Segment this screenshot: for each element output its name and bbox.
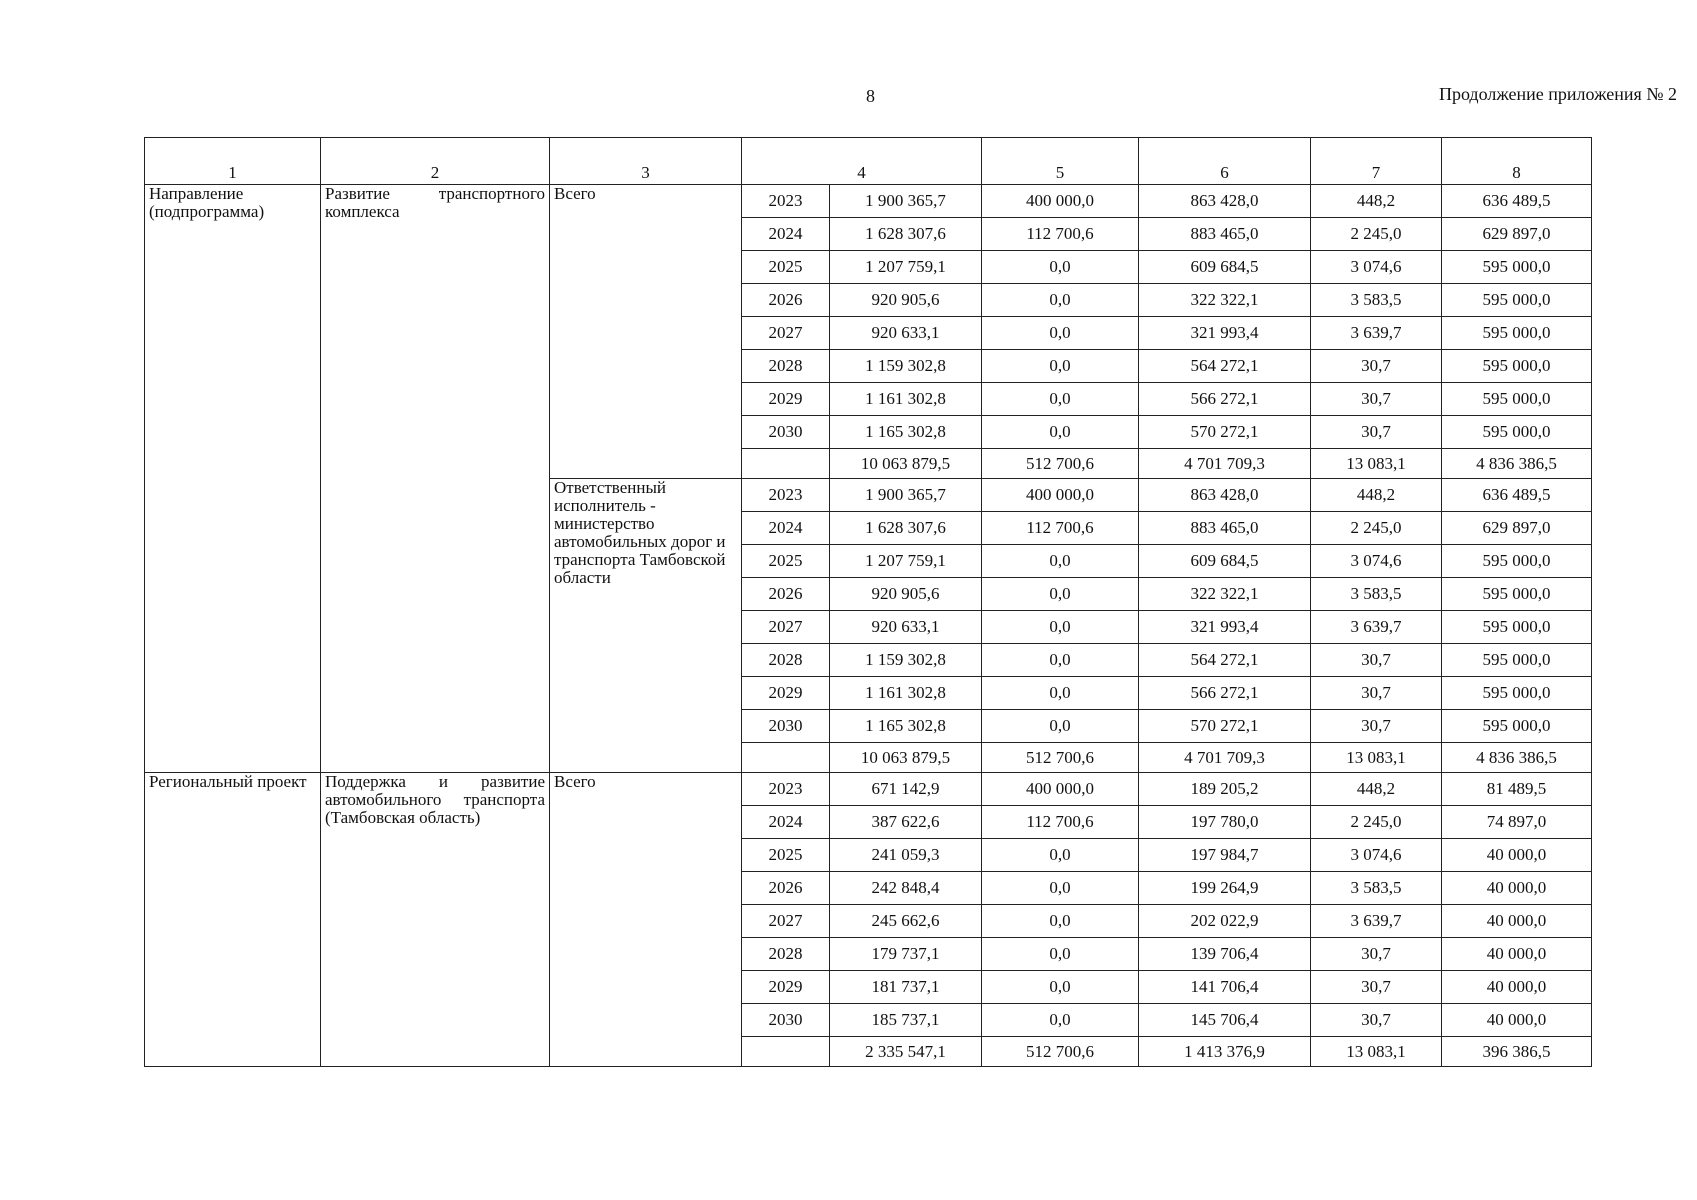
value-cell: 595 000,0 [1442,284,1592,317]
value-cell: 3 583,5 [1311,872,1442,905]
total-value-cell: 512 700,6 [982,449,1139,479]
value-cell: 241 059,3 [830,839,982,872]
year-cell: 2028 [742,644,830,677]
total-year-cell [742,743,830,773]
section-type-label: Региональный проект [145,773,321,1067]
value-cell: 595 000,0 [1442,317,1592,350]
total-value-cell: 10 063 879,5 [830,743,982,773]
value-cell: 0,0 [982,905,1139,938]
value-cell: 595 000,0 [1442,710,1592,743]
value-cell: 30,7 [1311,383,1442,416]
value-cell: 595 000,0 [1442,416,1592,449]
year-cell: 2024 [742,512,830,545]
value-cell: 30,7 [1311,971,1442,1004]
value-cell: 322 322,1 [1139,578,1311,611]
value-cell: 30,7 [1311,938,1442,971]
section-type-label: Направление (подпрограмма) [145,185,321,773]
total-value-cell: 4 701 709,3 [1139,449,1311,479]
value-cell: 448,2 [1311,185,1442,218]
table-row [145,773,1592,806]
value-cell: 671 142,9 [830,773,982,806]
year-cell: 2026 [742,872,830,905]
value-cell: 30,7 [1311,710,1442,743]
total-value-cell: 396 386,5 [1442,1037,1592,1067]
year-cell: 2026 [742,284,830,317]
value-cell: 570 272,1 [1139,416,1311,449]
value-cell: 1 628 307,6 [830,218,982,251]
total-value-cell: 4 701 709,3 [1139,743,1311,773]
year-cell: 2024 [742,218,830,251]
value-cell: 595 000,0 [1442,677,1592,710]
total-value-cell: 512 700,6 [982,1037,1139,1067]
value-cell: 40 000,0 [1442,905,1592,938]
column-header: 6 [1139,138,1311,185]
year-cell: 2024 [742,806,830,839]
total-value-cell: 512 700,6 [982,743,1139,773]
value-cell: 0,0 [982,251,1139,284]
value-cell: 40 000,0 [1442,1004,1592,1037]
executor-label: Всего [550,185,742,479]
value-cell: 322 322,1 [1139,284,1311,317]
value-cell: 0,0 [982,317,1139,350]
value-cell: 0,0 [982,872,1139,905]
year-cell: 2023 [742,773,830,806]
value-cell: 920 633,1 [830,317,982,350]
value-cell: 30,7 [1311,416,1442,449]
value-cell: 81 489,5 [1442,773,1592,806]
value-cell: 564 272,1 [1139,350,1311,383]
value-cell: 30,7 [1311,644,1442,677]
total-value-cell: 13 083,1 [1311,449,1442,479]
year-cell: 2025 [742,839,830,872]
value-cell: 321 993,4 [1139,611,1311,644]
total-value-cell: 10 063 879,5 [830,449,982,479]
value-cell: 112 700,6 [982,806,1139,839]
total-year-cell [742,449,830,479]
value-cell: 3 074,6 [1311,251,1442,284]
value-cell: 1 628 307,6 [830,512,982,545]
value-cell: 0,0 [982,416,1139,449]
value-cell: 0,0 [982,1004,1139,1037]
section-name: Поддержка и развитие автомобильного транспорта (Тамбовская область) [321,773,550,1067]
value-cell: 0,0 [982,839,1139,872]
value-cell: 1 900 365,7 [830,185,982,218]
value-cell: 30,7 [1311,1004,1442,1037]
value-cell: 3 639,7 [1311,611,1442,644]
column-header: 3 [550,138,742,185]
value-cell: 3 074,6 [1311,545,1442,578]
value-cell: 448,2 [1311,479,1442,512]
value-cell: 74 897,0 [1442,806,1592,839]
value-cell: 197 780,0 [1139,806,1311,839]
value-cell: 636 489,5 [1442,479,1592,512]
value-cell: 595 000,0 [1442,350,1592,383]
value-cell: 400 000,0 [982,479,1139,512]
value-cell: 448,2 [1311,773,1442,806]
value-cell: 595 000,0 [1442,383,1592,416]
value-cell: 0,0 [982,938,1139,971]
value-cell: 0,0 [982,677,1139,710]
value-cell: 2 245,0 [1311,806,1442,839]
value-cell: 0,0 [982,350,1139,383]
value-cell: 242 848,4 [830,872,982,905]
value-cell: 566 272,1 [1139,383,1311,416]
value-cell: 2 245,0 [1311,218,1442,251]
value-cell: 3 639,7 [1311,905,1442,938]
value-cell: 387 622,6 [830,806,982,839]
year-cell: 2029 [742,383,830,416]
column-header-row [145,138,1592,185]
value-cell: 40 000,0 [1442,839,1592,872]
year-cell: 2027 [742,611,830,644]
value-cell: 570 272,1 [1139,710,1311,743]
value-cell: 629 897,0 [1442,512,1592,545]
value-cell: 0,0 [982,710,1139,743]
value-cell: 40 000,0 [1442,971,1592,1004]
value-cell: 3 583,5 [1311,284,1442,317]
total-value-cell: 4 836 386,5 [1442,743,1592,773]
value-cell: 141 706,4 [1139,971,1311,1004]
value-cell: 920 633,1 [830,611,982,644]
year-cell: 2030 [742,416,830,449]
column-header: 8 [1442,138,1592,185]
value-cell: 564 272,1 [1139,644,1311,677]
value-cell: 139 706,4 [1139,938,1311,971]
value-cell: 1 159 302,8 [830,350,982,383]
value-cell: 1 900 365,7 [830,479,982,512]
column-header: 4 [742,138,982,185]
value-cell: 321 993,4 [1139,317,1311,350]
value-cell: 883 465,0 [1139,512,1311,545]
year-cell: 2028 [742,938,830,971]
value-cell: 2 245,0 [1311,512,1442,545]
table-row [145,185,1592,218]
value-cell: 0,0 [982,383,1139,416]
value-cell: 245 662,6 [830,905,982,938]
value-cell: 185 737,1 [830,1004,982,1037]
column-header: 1 [145,138,321,185]
year-cell: 2030 [742,710,830,743]
value-cell: 595 000,0 [1442,644,1592,677]
value-cell: 400 000,0 [982,185,1139,218]
value-cell: 189 205,2 [1139,773,1311,806]
value-cell: 3 583,5 [1311,578,1442,611]
value-cell: 0,0 [982,644,1139,677]
executor-label: Ответственный исполнитель - министерство автомобильных дорог и транспорта Тамбовской области [550,479,742,773]
value-cell: 609 684,5 [1139,545,1311,578]
year-cell: 2023 [742,185,830,218]
executor-label: Всего [550,773,742,1067]
value-cell: 609 684,5 [1139,251,1311,284]
value-cell: 595 000,0 [1442,545,1592,578]
value-cell: 0,0 [982,611,1139,644]
value-cell: 1 161 302,8 [830,383,982,416]
total-value-cell: 4 836 386,5 [1442,449,1592,479]
value-cell: 40 000,0 [1442,938,1592,971]
total-value-cell: 13 083,1 [1311,1037,1442,1067]
total-value-cell: 1 413 376,9 [1139,1037,1311,1067]
page-number: 8 [866,86,875,106]
budget-table [144,137,1592,1067]
year-cell: 2030 [742,1004,830,1037]
column-header: 5 [982,138,1139,185]
value-cell: 595 000,0 [1442,578,1592,611]
value-cell: 920 905,6 [830,284,982,317]
column-header: 2 [321,138,550,185]
total-value-cell: 13 083,1 [1311,743,1442,773]
value-cell: 1 165 302,8 [830,710,982,743]
year-cell: 2025 [742,251,830,284]
value-cell: 197 984,7 [1139,839,1311,872]
year-cell: 2029 [742,677,830,710]
value-cell: 595 000,0 [1442,611,1592,644]
value-cell: 202 022,9 [1139,905,1311,938]
value-cell: 595 000,0 [1442,251,1592,284]
value-cell: 179 737,1 [830,938,982,971]
value-cell: 863 428,0 [1139,185,1311,218]
continuation-note: Продолжение приложения № 2 [1438,84,1677,104]
value-cell: 400 000,0 [982,773,1139,806]
value-cell: 3 074,6 [1311,839,1442,872]
value-cell: 30,7 [1311,350,1442,383]
year-cell: 2026 [742,578,830,611]
value-cell: 3 639,7 [1311,317,1442,350]
value-cell: 629 897,0 [1442,218,1592,251]
value-cell: 0,0 [982,971,1139,1004]
value-cell: 636 489,5 [1442,185,1592,218]
value-cell: 40 000,0 [1442,872,1592,905]
column-header: 7 [1311,138,1442,185]
table-body [145,138,1592,1067]
year-cell: 2029 [742,971,830,1004]
section-name: Развитие транспортного комплекса [321,185,550,773]
value-cell: 1 207 759,1 [830,251,982,284]
year-cell: 2023 [742,479,830,512]
year-cell: 2025 [742,545,830,578]
value-cell: 1 159 302,8 [830,644,982,677]
year-cell: 2027 [742,317,830,350]
value-cell: 1 207 759,1 [830,545,982,578]
value-cell: 181 737,1 [830,971,982,1004]
value-cell: 0,0 [982,578,1139,611]
value-cell: 863 428,0 [1139,479,1311,512]
value-cell: 30,7 [1311,677,1442,710]
value-cell: 0,0 [982,284,1139,317]
total-year-cell [742,1037,830,1067]
value-cell: 0,0 [982,545,1139,578]
value-cell: 1 165 302,8 [830,416,982,449]
value-cell: 1 161 302,8 [830,677,982,710]
value-cell: 920 905,6 [830,578,982,611]
value-cell: 145 706,4 [1139,1004,1311,1037]
total-value-cell: 2 335 547,1 [830,1037,982,1067]
year-cell: 2028 [742,350,830,383]
value-cell: 566 272,1 [1139,677,1311,710]
year-cell: 2027 [742,905,830,938]
value-cell: 883 465,0 [1139,218,1311,251]
value-cell: 112 700,6 [982,218,1139,251]
value-cell: 112 700,6 [982,512,1139,545]
value-cell: 199 264,9 [1139,872,1311,905]
